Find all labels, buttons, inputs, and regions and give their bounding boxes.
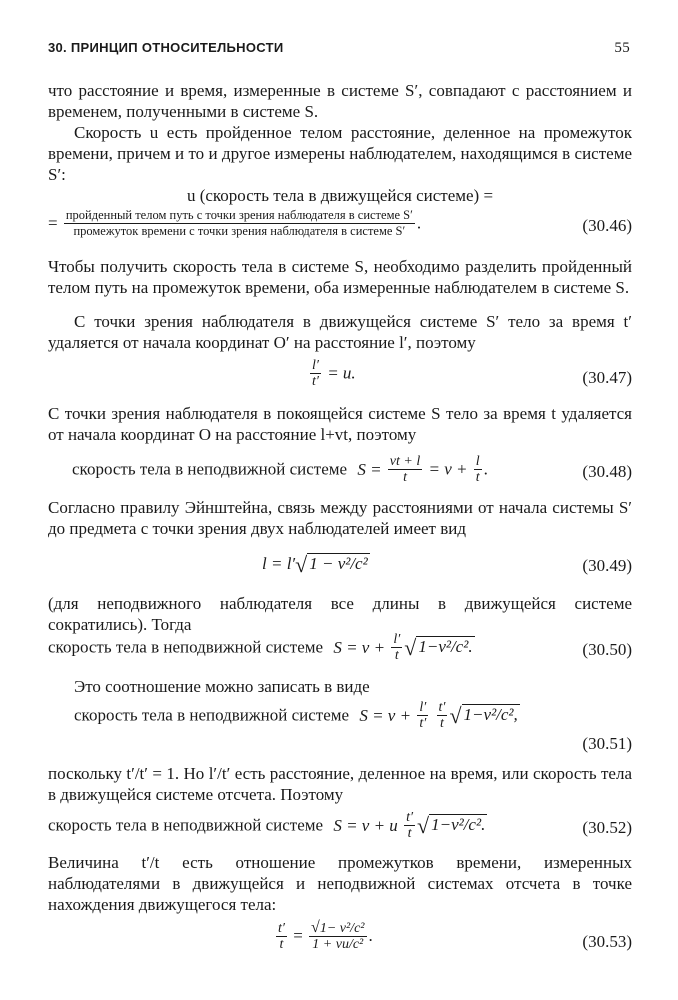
eq46-lhs: u (скорость тела в движущейся системе) = [186, 186, 494, 205]
paragraph-9: поскольку t′/t′ = 1. Но l′/t′ есть расстояние, деленное на время, или скорость тела в движущейся системе отсчета. Поэтому [48, 764, 632, 804]
eq48-num1: vt + l [389, 454, 421, 469]
eq47-den: t′ [312, 374, 319, 389]
eq48-lhs: S = [357, 459, 382, 479]
eq46-denominator: промежуток времени с точки зрения наблюдателя в системе S′ [73, 224, 406, 238]
eq50-text: скорость тела в неподвижной системе [48, 637, 324, 657]
paragraph-3: Чтобы получить скорость тела в системе S, необходимо разделить пройденный телом путь на промежуток времени, оба измеренные наблюдателем в системе S. [48, 257, 632, 297]
eq48-den1: t [403, 470, 407, 485]
eq49-lhs: l = l′ [262, 554, 296, 573]
eq52-text: скорость тела в неподвижной системе [48, 815, 324, 835]
eq48-mid: = v + [428, 459, 468, 479]
eq50-den: t [394, 648, 399, 663]
eq51-root: 1−v²/c², [463, 704, 518, 724]
eq52-root: 1−v²/c². [431, 814, 486, 834]
eq51-text: скорость тела в неподвижной системе [74, 705, 350, 725]
eq53-tail: . [368, 926, 373, 945]
paragraph-6: Согласно правилу Эйнштейна, связь между расстояниями от начала системы S′ до предмета с точки зрения двух наблюдателей имеет вид [48, 498, 632, 538]
eq52-num: t′ [406, 810, 414, 825]
eq52-lhs: S = v + u [333, 815, 398, 835]
eq53-num: t′ [278, 920, 285, 936]
eq49-label: (30.49) [582, 556, 632, 575]
eq46-numerator: пройденный телом путь с точки зрения наблюдателя в системе S′ [65, 208, 413, 222]
eq50-num: l′ [393, 632, 401, 647]
eq48-num2: l [475, 454, 480, 469]
equation-30-53: $\frac{t'}{t}$ = $\frac{\text{√1− v²/c²}}{\text{1 + vu/c²}}$ . (30.53) [278, 919, 632, 952]
paragraph-10: Величина t′/t есть отношение промежутков времени, измеренных наблюдателями в движущейся и неподвижной системах отсчета в точке нахождения движущегося тела: [48, 853, 632, 914]
eq51-label: (30.51) [582, 734, 632, 753]
eq51-den1: t′ [419, 716, 427, 731]
eq50-label: (30.50) [582, 640, 632, 659]
equation-30-51: скорость тела в неподвижной системе S = v + $\frac{l'}{t'}$ $\frac{t'}{t}$ √ 1−v²/c², (30.51) [74, 700, 632, 753]
paragraph-2: Скорость u есть пройденное телом расстояние, деленное на промежуток времени, причем и то и другое измерены наблюдателем, находящимся в системе S′: [48, 123, 632, 184]
eq47-num: l′ [312, 358, 319, 373]
paragraph-5: С точки зрения наблюдателя в покоящейся системе S тело за время t удаляется от начала координат O на расстояние l+vt, поэтому [48, 404, 632, 444]
eq48-text: скорость тела в неподвижной системе [72, 459, 348, 479]
eq50-lhs: S = v + [333, 637, 386, 657]
chapter-title: 30. ПРИНЦИП ОТНОСИТЕЛЬНОСТИ [48, 40, 284, 55]
eq51-lhs: S = v + [359, 705, 412, 725]
eq51-den2: t [440, 716, 444, 731]
equation-30-48: скорость тела в неподвижной системе S = $\frac{vt + l}{t}$ = v + $\frac{l}{t}$ . (30.48) [72, 454, 632, 485]
paragraph-8: Это соотношение можно записать в виде [74, 677, 370, 696]
eq47-label: (30.47) [582, 368, 632, 387]
eq53-label: (30.53) [582, 932, 632, 951]
paragraph-7: (для неподвижного наблюдателя все длины в движущейся системе сократились). Тогда [48, 594, 632, 634]
eq51-num1: l′ [419, 700, 427, 715]
paragraph-4: С точки зрения наблюдателя в движущейся системе S′ тело за время t′ удаляется от начала координат O′ на расстояние l′, поэтому [48, 312, 632, 352]
eq52-label: (30.52) [582, 818, 632, 837]
eq53-den: t [279, 936, 284, 952]
paragraph-1: что расстояние и время, измеренные в системе S′, совпадают с расстоянием и временем, полученными в системе S. [48, 81, 632, 121]
eq48-label: (30.48) [582, 462, 632, 481]
eq48-den2: t [475, 470, 480, 485]
running-header [48, 40, 630, 62]
equation-30-52: скорость тела в неподвижной системе S = v + u $\frac{t'}{t}$ √ 1−v²/c². (30.52) [48, 810, 632, 841]
eq53-root-den: 1 + vu/c² [312, 937, 364, 952]
equation-30-46: u (скорость тела в движущейся системе) = = пройденный телом путь с точки зрения наблюдателя в системе S′ промежуток времени с точки зрения наблюдателя в системе S′ . (30.46) [48, 186, 632, 238]
equation-30-47 [48, 356, 632, 396]
equation-30-49: l = l′√ 1 − v²/c² (30.49) [262, 552, 632, 577]
eq51-num2: t′ [438, 700, 446, 715]
eq50-root: 1−v²/c². [418, 636, 473, 656]
eq49-root: 1 − v²/c² [309, 554, 368, 573]
eq52-den: t [407, 826, 412, 841]
equation-30-50: скорость тела в неподвижной системе S = v + $\frac{l'}{t}$ √ 1−v²/c². (30.50) [48, 632, 632, 663]
eq47-rhs: = u. [327, 363, 356, 383]
page-number: 55 [614, 40, 630, 56]
eq46-label: (30.46) [582, 216, 632, 235]
eq53-root-num: 1− v²/c² [319, 921, 365, 936]
